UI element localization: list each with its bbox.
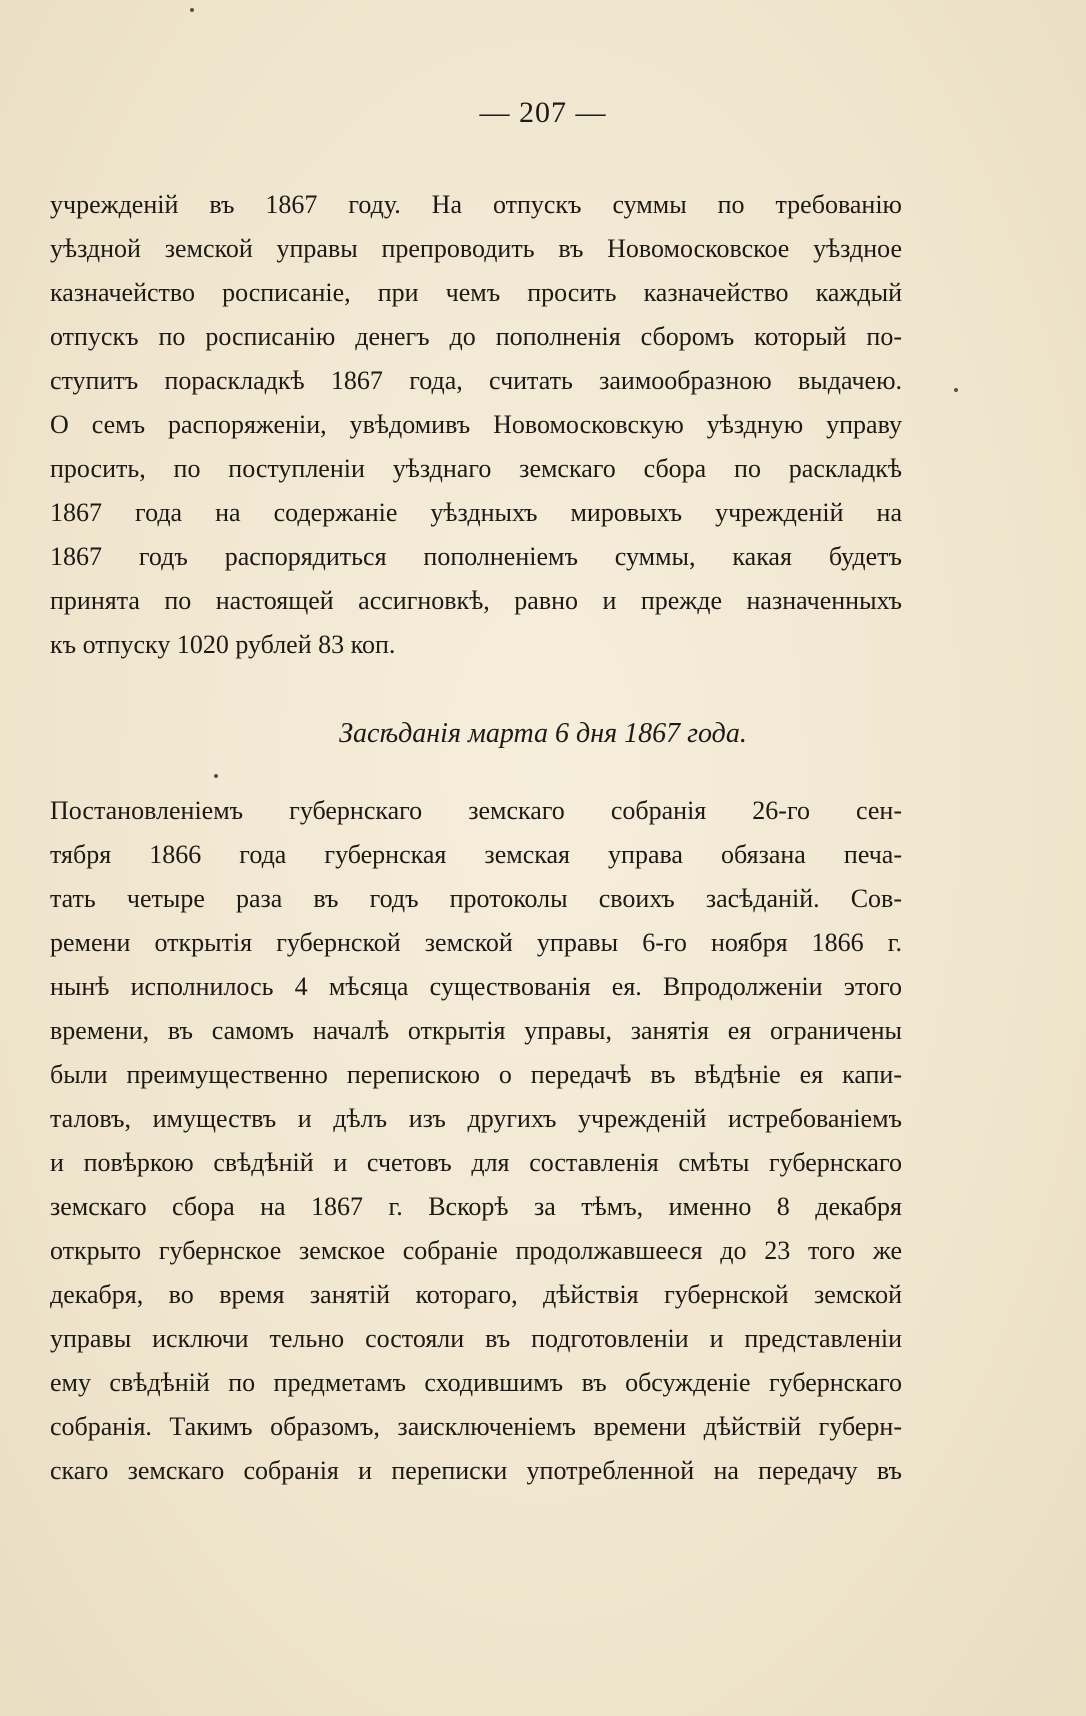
text-line: къ отпуску 1020 рублей 83 коп. bbox=[50, 630, 396, 659]
ink-speck bbox=[954, 388, 958, 392]
section-heading: Засѣданія марта 6 дня 1867 года. bbox=[339, 718, 747, 749]
text-line: и повѣркою свѣдѣній и счетовъ для составленія смѣты губернскаго bbox=[50, 1148, 902, 1177]
text-line: учрежденій въ 1867 году. На отпускъ суммы по требованію bbox=[50, 190, 902, 219]
text-line: земскаго сбора на 1867 г. Вскорѣ за тѣмъ, именно 8 декабря bbox=[50, 1192, 902, 1221]
text-line: 1867 годъ распорядиться пополненіемъ суммы, какая будетъ bbox=[50, 542, 902, 571]
text-line: времени, въ самомъ началѣ открытія управы, занятія ея ограничены bbox=[50, 1016, 902, 1045]
text-line: были преимущественно перепискою о передачѣ въ вѣдѣніе ея капи- bbox=[50, 1060, 902, 1089]
text-line: ему свѣдѣній по предметамъ сходившимъ въ обсужденіе губернскаго bbox=[50, 1368, 902, 1397]
text-line: декабря, во время занятій котораго, дѣйствія губернской земской bbox=[50, 1280, 902, 1309]
text-line: скаго земскаго собранія и переписки употребленной на передачу въ bbox=[50, 1456, 902, 1485]
text-line: открыто губернское земское собраніе продолжавшееся до 23 того же bbox=[50, 1236, 902, 1265]
text-line: тать четыре раза въ годъ протоколы своихъ засѣданій. Сов- bbox=[50, 884, 902, 913]
paragraph-1 bbox=[50, 183, 902, 667]
text-line: уѣздной земской управы препроводить въ Новомосковское уѣздное bbox=[50, 234, 902, 263]
text-line: отпускъ по росписанію денегъ до пополненія сборомъ который по- bbox=[50, 322, 902, 351]
paragraph-2 bbox=[50, 789, 902, 1493]
text-line: ступитъ пораскладкѣ 1867 года, считать заимообразною выдачею. bbox=[50, 366, 902, 395]
text-line: просить, по поступленіи уѣзднаго земскаго сбора по раскладкѣ bbox=[50, 454, 902, 483]
page-number: — 207 — bbox=[479, 96, 607, 129]
text-line: ремени открытія губернской земской управы 6-го ноября 1866 г. bbox=[50, 928, 902, 957]
text-line: казначейство росписаніе, при чемъ просить казначейство каждый bbox=[50, 278, 902, 307]
text-line: принята по настоящей ассигновкѣ, равно и прежде назначенныхъ bbox=[50, 586, 902, 615]
text-line: собранія. Такимъ образомъ, заисключеніемъ времени дѣйствій губерн- bbox=[50, 1412, 902, 1441]
ink-speck bbox=[214, 774, 218, 778]
text-line: нынѣ исполнилось 4 мѣсяца существованія ея. Впродолженіи этого bbox=[50, 972, 902, 1001]
text-line: О семъ распоряженіи, увѣдомивъ Новомосковскую уѣздную управу bbox=[50, 410, 902, 439]
ink-speck bbox=[190, 8, 194, 12]
text-line: 1867 года на содержаніе уѣздныхъ мировыхъ учрежденій на bbox=[50, 498, 902, 527]
text-line: Постановленіемъ губернскаго земскаго собранія 26-го сен- bbox=[50, 796, 902, 825]
text-line: таловъ, имуществъ и дѣлъ изъ другихъ учрежденій истребованіемъ bbox=[50, 1104, 902, 1133]
text-line: тября 1866 года губернская земская управа обязана печа- bbox=[50, 840, 902, 869]
text-line: управы исключи тельно состояли въ подготовленіи и представленіи bbox=[50, 1324, 902, 1353]
